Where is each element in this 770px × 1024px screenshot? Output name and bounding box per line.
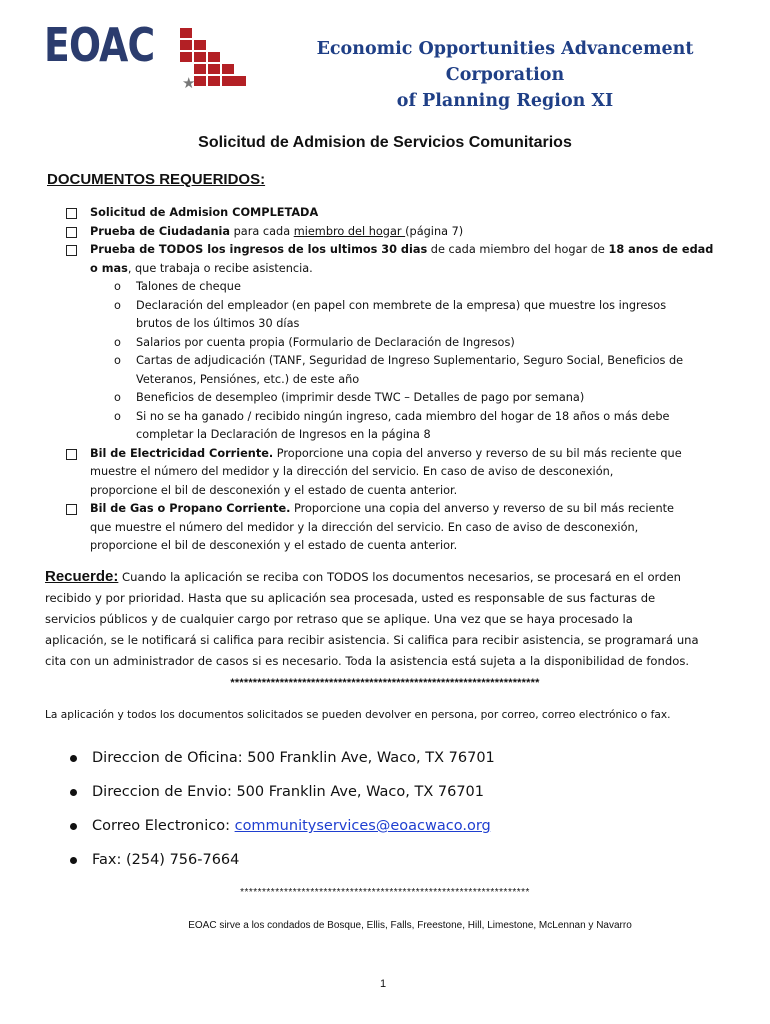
counties-served: EOAC sirve a los condados de Bosque, Ellis, Falls, Freestone, Hill, Limestone, McLennan y Navarro <box>188 920 632 931</box>
list-item: Prueba de Ciudadania para cada miembro del hogar (página 7) <box>66 223 726 242</box>
page-number: 1 <box>379 978 387 990</box>
reminder-label: Recuerde: <box>45 568 119 585</box>
corporation-name: Economic Opportunities Advancement Corporation of Planning Region XI <box>316 39 694 111</box>
mailing-address: Direccion de Envio: 500 Franklin Ave, Waco, TX 76701 <box>68 778 495 812</box>
sub-item: o Declaración del empleador (en papel con membrete de la empresa) que muestre los ingresos brutos de los últimos 30 días <box>114 298 667 330</box>
checkbox-icon <box>66 245 77 256</box>
email-contact: Correo Electronico: communityservices@eoacwaco.org <box>68 812 495 846</box>
sub-item: o Beneficios de desempleo (imprimir desde TWC – Detalles de pago por semana) <box>114 391 585 404</box>
list-item: Prueba de TODOS los ingresos de los ultimos 30 dias de cada miembro del hogar de 18 anos de edad o mas, que trabaja o recibe asistencia. <box>66 241 726 278</box>
letterhead <box>0 0 770 111</box>
sub-item: o Salarios por cuenta propia (Formulario de Declaración de Ingresos) <box>114 335 515 349</box>
eoac-logo: EOAC <box>44 18 155 72</box>
fax-contact: Fax: (254) 756-7664 <box>68 846 495 880</box>
list-item: Bil de Gas o Propano Corriente. Proporcione una copia del anverso y reverso de su bil más reciente que muestre el número del medidor y la dirección del servicio. En caso de aviso de desconexión, proporcione el bil de desconexión y el estado de cuenta anterior. <box>66 500 726 556</box>
bullet-icon <box>70 755 77 762</box>
sub-item: o Talones de cheque <box>114 280 241 293</box>
sub-item: o Si no se ha ganado / recibido ningún ingreso, cada miembro del hogar de 18 años o más debe completar la Declaración de Ingresos en la página 8 <box>114 409 670 441</box>
return-instructions: La aplicación y todos los documentos solicitados se pueden devolver en persona, por correo, correo electrónico o fax. <box>45 709 671 721</box>
list-item: Solicitud de Admision COMPLETADA <box>66 204 726 223</box>
list-item: Bil de Electricidad Corriente. Proporcione una copia del anverso y reverso de su bil más reciente que muestre el número del medidor y la dirección del servicio. En caso de aviso de desconexión, proporcione el bil de desconexión y el estado de cuenta anterior. <box>66 445 726 501</box>
required-documents-heading: DOCUMENTOS REQUERIDOS: <box>47 171 266 188</box>
page-title: Solicitud de Admision de Servicios Comunitarios <box>198 134 572 151</box>
requirements-list <box>66 204 726 556</box>
checkbox-icon <box>66 227 77 238</box>
checkbox-icon <box>66 504 77 515</box>
checkbox-icon <box>66 208 77 219</box>
email-link[interactable]: communityservices@eoacwaco.org <box>234 818 491 834</box>
bullet-icon <box>70 789 77 796</box>
reminder-paragraph: Recuerde: Cuando la aplicación se reciba con TODOS los documentos necesarios, se procesará en el orden recibido y por prioridad. Hasta que su aplicación sea procesada, usted es responsable de sus facturas de servicios públicos y de cualquier cargo por retraso que se aplique. Una vez que se haya procesado la aplicación, se le notificará si califica para recibir asistencia. Si califica para recibir asistencia, se programará una cita con un administrador de casos si es necesario. Toda la asistencia está sujeta a la disponibilidad de fondos. <box>45 568 699 668</box>
star-icon: ★ <box>182 75 196 92</box>
separator: ********************************************************************* <box>230 677 540 689</box>
separator: ****************************************************************** <box>240 887 530 898</box>
sub-item: o Cartas de adjudicación (TANF, Seguridad de Ingreso Suplementario, Seguro Social, Beneficios de Veteranos, Pensiónes, etc.) de este año <box>114 354 684 386</box>
checkbox-icon <box>66 449 77 460</box>
office-address: Direccion de Oficina: 500 Franklin Ave, Waco, TX 76701 <box>68 744 495 778</box>
bullet-icon <box>70 857 77 864</box>
bullet-icon <box>70 823 77 830</box>
contact-list <box>68 744 495 880</box>
